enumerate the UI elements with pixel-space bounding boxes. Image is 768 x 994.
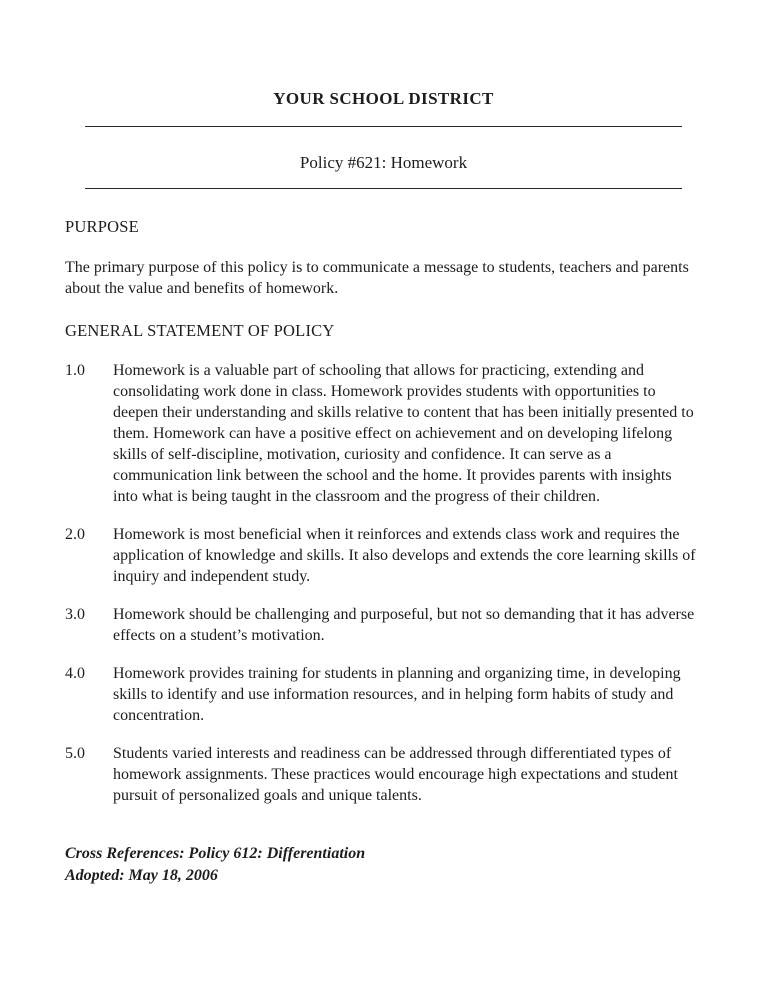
- header-divider-bottom: [85, 188, 682, 189]
- purpose-heading: PURPOSE: [65, 217, 139, 236]
- header-divider-top: [85, 126, 682, 127]
- policy-list: [65, 360, 702, 806]
- policy-item: [65, 604, 702, 646]
- district-title: YOUR SCHOOL DISTRICT: [273, 89, 494, 108]
- policy-item: [65, 524, 702, 587]
- policy-item-text: Homework is most beneficial when it reinforces and extends class work and requires the application of knowledge and skills. It also develops and extends the core learning skills of inquiry and independent study.: [113, 526, 696, 585]
- policy-item: [65, 360, 702, 507]
- policy-item-number: 4.0: [65, 665, 85, 682]
- policy-item-text: Homework should be challenging and purposeful, but not so demanding that it has adverse effects on a student’s motivation.: [113, 606, 695, 644]
- adopted-line: Adopted: May 18, 2006: [65, 867, 218, 884]
- cross-references-line: Cross References: Policy 612: Differentiation: [65, 845, 366, 862]
- general-statement-heading: GENERAL STATEMENT OF POLICY: [65, 321, 335, 340]
- document-footer: [65, 843, 702, 887]
- policy-item-text: Homework provides training for students in planning and organizing time, in developing skills to identify and use information resources, and in helping form habits of study and concentration.: [113, 665, 681, 724]
- policy-item: [65, 743, 702, 806]
- policy-item-text: Students varied interests and readiness can be addressed through differentiated types of homework assignments. These practices would encourage high expectations and student pursuit of personalized goals and unique talents.: [113, 745, 678, 804]
- policy-item-number: 5.0: [65, 745, 85, 762]
- purpose-paragraph: The primary purpose of this policy is to communicate a message to students, teachers and parents about the value and benefits of homework.: [65, 259, 689, 297]
- policy-item-text: Homework is a valuable part of schooling that allows for practicing, extending and consolidating work done in class. Homework provides students with opportunities to deepen their understanding and skills relative to content that has been initially presented to them. Homework can have a positive effect on achievement and on developing lifelong skills of self-discipline, motivation, curiosity and confidence. It can serve as a communication link between the school and the home. It provides parents with insights into what is being taught in the classroom and the progress of their children.: [113, 362, 694, 505]
- policy-item-number: 2.0: [65, 526, 85, 543]
- policy-item-number: 3.0: [65, 606, 85, 623]
- policy-item: [65, 663, 702, 726]
- policy-item-number: 1.0: [65, 362, 85, 379]
- policy-title: Policy #621: Homework: [299, 153, 468, 172]
